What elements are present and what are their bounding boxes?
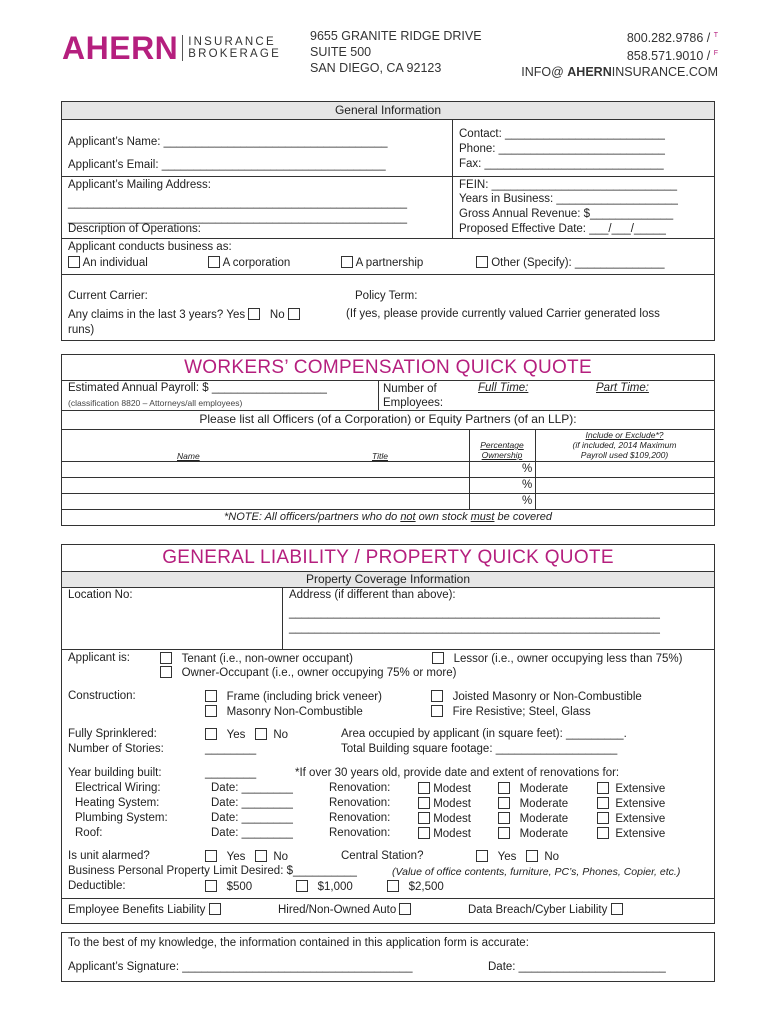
checkbox[interactable] [208,256,220,268]
workers-compensation-section [61,354,715,526]
general-information-section [61,101,715,341]
checkbox[interactable] [418,797,430,809]
letterhead [0,0,770,96]
unit-alarmed-label: Is unit alarmed? [68,850,150,862]
checkbox[interactable] [498,797,510,809]
heating-extensive-option[interactable]: Extensive [597,797,665,810]
central-station-label: Central Station? [341,850,424,862]
alarmed-yes-checkbox[interactable] [205,850,217,862]
option-lessor[interactable]: Lessor (i.e., owner occupying less than 75%) [432,652,682,665]
option-individual[interactable]: An individual [68,256,148,269]
roof-modest-option[interactable]: Modest [418,827,471,840]
checkbox[interactable] [399,903,411,915]
alarmed-no-checkbox[interactable] [255,850,267,862]
applicant-signature-field[interactable]: Applicant’s Signature: ____________________________________ [68,961,413,973]
logo-divider [182,35,183,61]
sprinklered-no-checkbox[interactable] [255,728,267,740]
option-masonry-non-combustible[interactable]: Masonry Non-Combustible [205,705,363,718]
signature-date-field[interactable]: Date: _______________________ [488,961,666,973]
checkbox[interactable] [431,705,443,717]
option-corporation[interactable]: A corporation [208,256,290,269]
checkbox[interactable] [597,827,609,839]
roof-extensive-option[interactable]: Extensive [597,827,665,840]
option-fire-resistive[interactable]: Fire Resistive; Steel, Glass [431,705,591,718]
description-of-operations-field[interactable]: Description of Operations: [68,223,201,235]
area-occupied-field[interactable]: Area occupied by applicant (in square feet): _________. [341,728,627,740]
company-email[interactable]: INFO@ AHERNINSURANCE.COM [521,65,718,80]
sprinklered-options: Yes No [205,728,288,741]
fein-field[interactable]: FEIN: _____________________________ [459,179,678,191]
roof-moderate-option[interactable]: Moderate [498,827,568,840]
officers-heading: Please list all Officers (of a Corporation) or Equity Partners (of an LLP): [199,412,577,426]
business-type-label: Applicant conducts business as: [68,241,232,253]
roof-renovation-row: Renovation: [329,827,391,839]
full-time-field[interactable]: Full Time: [478,382,529,394]
mailing-address-line-2[interactable]: _____________________________________________________ [68,212,407,224]
mailing-address-label: Applicant’s Mailing Address: [68,179,211,191]
heating-renovation-row: Renovation: [329,797,391,809]
deductible-500-option[interactable]: $500 [205,880,252,893]
electrical-extensive-option[interactable]: Extensive [597,782,665,795]
checkbox[interactable] [205,705,217,717]
classification-note: (classification 8820 – Attorneys/all employees) [68,398,243,408]
total-square-footage-field[interactable]: Total Building square footage: ___________________ [341,743,618,755]
company-address: 9655 GRANITE RIDGE DRIVE SUITE 500 SAN DIEGO, CA 92123 [310,29,482,75]
checkbox[interactable] [432,652,444,664]
current-carrier-field[interactable]: Current Carrier: [68,290,148,302]
mailing-address-line-1[interactable]: _____________________________________________________ [68,197,407,209]
company-contact [521,28,718,80]
general-information-band: General Information [62,102,714,119]
year-built-label: Year building built: [68,767,162,779]
checkbox[interactable] [418,812,430,824]
deductible-2500-option[interactable]: $2,500 [387,880,444,893]
col-include-header: Include or Exclude*? (if included, 2014 Maximum Payroll used $109,200) [572,430,677,460]
year-built-field[interactable]: ________ [205,767,257,779]
cyber-liability-option[interactable]: Data Breach/Cyber Liability [468,903,623,916]
heating-modest-option[interactable]: Modest [418,797,471,810]
applicant-is-label: Applicant is: [68,652,131,664]
contact-field[interactable]: Contact: _________________________ [459,128,665,140]
ahern-logo [62,30,281,66]
electrical-date-field[interactable]: Date: ________ [211,782,293,794]
option-frame[interactable]: Frame (including brick veneer) [205,690,382,703]
plumbing-moderate-option[interactable]: Moderate [498,812,568,825]
part-time-field[interactable]: Part Time: [596,382,649,394]
option-partnership[interactable]: A partnership [341,256,423,269]
checkbox[interactable] [160,666,172,678]
years-in-business-field[interactable]: Years in Business: ___________________ [459,193,678,205]
fax-field[interactable]: Fax: ____________________________ [459,158,664,170]
checkbox[interactable] [498,827,510,839]
proposed-effective-date-field[interactable]: Proposed Effective Date: ___/___/_____ [459,223,666,235]
location-number-field[interactable]: Location No: [68,589,133,601]
claims-note: (If yes, please provide currently valued Carrier generated loss [346,308,660,320]
checkbox[interactable] [418,827,430,839]
checkbox[interactable] [597,797,609,809]
estimated-payroll-field[interactable]: Estimated Annual Payroll: $ __________________ [68,382,327,394]
central-station-options: Yes No [476,850,559,863]
claims-note-continued: runs) [68,324,95,336]
col-name-header: Name [177,451,200,461]
alarmed-options: Yes No [205,850,288,863]
option-tenant[interactable]: Tenant (i.e., non-owner occupant) [160,652,353,665]
plumbing-extensive-option[interactable]: Extensive [597,812,665,825]
option-other[interactable]: Other (Specify): ______________ [476,256,664,269]
officer-row-1-pct[interactable]: % [522,463,533,475]
policy-term-field[interactable]: Policy Term: [355,290,418,302]
checkbox[interactable] [209,903,221,915]
col-ownership-header: Percentage Ownership [480,440,524,460]
electrical-moderate-option[interactable]: Moderate [498,782,568,795]
number-of-stories-label: Number of Stories: [68,743,164,755]
central-no-checkbox[interactable] [526,850,538,862]
option-owner-occupant[interactable]: Owner-Occupant (i.e., owner occupying 75% or more) [160,666,456,679]
heating-date-field[interactable]: Date: ________ [211,797,293,809]
company-fax: 858.571.9010 / $^F$ [626,49,718,64]
phone-field[interactable]: Phone: __________________________ [459,143,665,155]
plumbing-system-label: Plumbing System: [75,812,168,824]
logo-wordmark: AHERN [62,30,179,66]
officer-row-3-pct[interactable]: % [522,495,533,507]
bpp-limit-field[interactable]: Business Personal Property Limit Desired: $__________ [68,865,357,877]
number-of-stories-field[interactable]: ________ [205,743,257,755]
deductible-label: Deductible: [68,880,126,892]
central-yes-checkbox[interactable] [476,850,488,862]
claims-yes-checkbox[interactable] [248,308,260,320]
officer-row-2-pct[interactable]: % [522,479,533,491]
workers-comp-title: WORKERS’ COMPENSATION QUICK QUOTE [184,357,592,378]
checkbox[interactable] [387,880,399,892]
location-address-line-2[interactable]: __________________________________________________________ [289,622,660,634]
applicant-email-field[interactable]: Applicant’s Email: ___________________________________ [68,159,386,171]
location-address-line-1[interactable]: __________________________________________________________ [289,607,660,619]
option-joisted-masonry[interactable]: Joisted Masonry or Non-Combustible [431,690,642,703]
renovations-note: *If over 30 years old, provide date and extent of renovations for: [295,767,620,779]
sprinklered-yes-checkbox[interactable] [205,728,217,740]
checkbox[interactable] [498,782,510,794]
checkbox[interactable] [205,690,217,702]
checkbox[interactable] [498,812,510,824]
electrical-renovation-row: Renovation: [329,782,391,794]
company-phone: 800.282.9786 / $^T$ [626,31,718,46]
checkbox[interactable] [476,256,488,268]
checkbox[interactable] [418,782,430,794]
gl-property-title: GENERAL LIABILITY / PROPERTY QUICK QUOTE [162,547,614,568]
fully-sprinklered-label: Fully Sprinklered: [68,728,157,740]
prior-claims-question: Any claims in the last 3 years? Yes No [68,308,300,321]
roof-date-field[interactable]: Date: ________ [211,827,293,839]
deductible-1000-option[interactable]: $1,000 [296,880,353,893]
electrical-wiring-label: Electrical Wiring: [75,782,161,794]
checkbox[interactable] [296,880,308,892]
plumbing-modest-option[interactable]: Modest [418,812,471,825]
heating-moderate-option[interactable]: Moderate [498,797,568,810]
number-of-employees-label: Number of Employees: [383,383,444,409]
bpp-note: (Value of office contents, furniture, PC’s, Phones, Copier, etc.) [392,866,681,878]
plumbing-renovation-row: Renovation: [329,812,391,824]
gross-annual-revenue-field[interactable]: Gross Annual Revenue: $_____________ [459,208,674,220]
officers-note: *NOTE: All officers/partners who do not own stock must be covered [224,511,552,523]
checkbox[interactable] [597,782,609,794]
property-coverage-band: Property Coverage Information [62,572,714,587]
applicant-name-field[interactable]: Applicant’s Name: ___________________________________ [68,136,388,148]
general-liability-section [61,544,715,924]
checkbox[interactable] [431,690,443,702]
checkbox[interactable] [597,812,609,824]
roof-label: Roof: [75,827,103,839]
location-address-label: Address (if different than above): [289,589,456,601]
checkbox[interactable] [205,880,217,892]
claims-no-checkbox[interactable] [288,308,300,320]
checkbox[interactable] [68,256,80,268]
electrical-modest-option[interactable]: Modest [418,782,471,795]
employee-benefits-liability-option[interactable]: Employee Benefits Liability [68,903,221,916]
heating-system-label: Heating System: [75,797,160,809]
checkbox[interactable] [160,652,172,664]
checkbox[interactable] [611,903,623,915]
hired-non-owned-auto-option[interactable]: Hired/Non-Owned Auto [278,903,411,916]
accuracy-statement: To the best of my knowledge, the information contained in this application form is accurate: [68,937,529,949]
col-title-header: Title [372,451,388,461]
construction-label: Construction: [68,690,136,702]
plumbing-date-field[interactable]: Date: ________ [211,812,293,824]
checkbox[interactable] [341,256,353,268]
logo-subtitle: INSURANCE BROKERAGE [188,36,281,60]
signature-section [61,932,715,982]
